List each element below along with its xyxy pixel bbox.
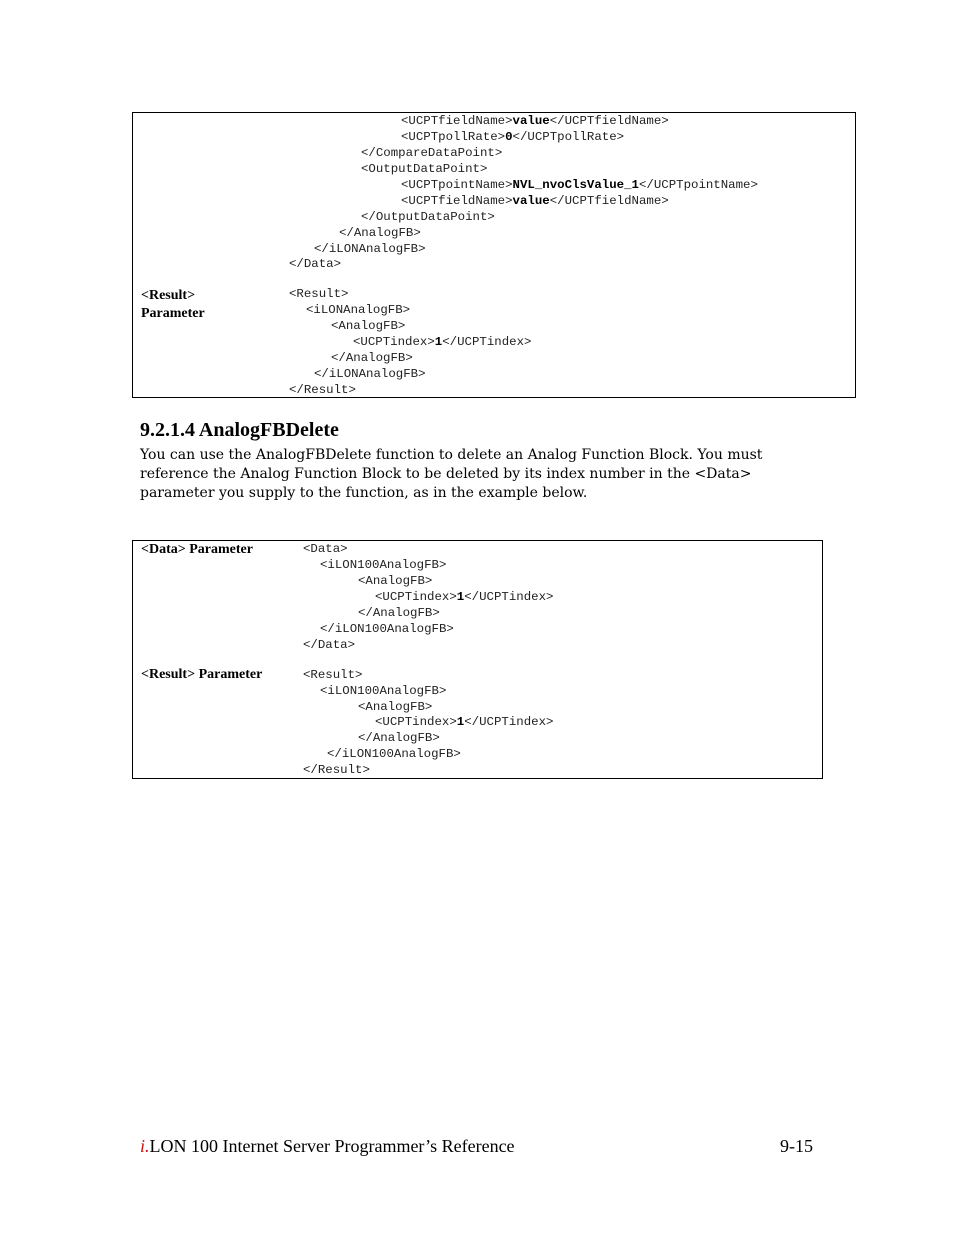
footer-document-title: i.LON 100 Internet Server Programmer’s Reference — [140, 1136, 515, 1156]
top-code-table: <UCPTfieldName>value</UCPTfieldName> <UCPTpollRate>0</UCPTpollRate> </CompareDataPoint> <OutputDataPoint> <UCPTpointName>NVL_nvoClsValue_1</UCPTpointName> <UCPTfieldName>value</UCPTfieldName> </OutputDataPoint> </AnalogFB> </iLONAnalogFB> </Data> <Result> Parameter <Result> <iLONAnalogFB> <AnalogFB> <UCPTindex>1</UCPTindex> </AnalogFB> </iLONAnalogFB> </Result> — [132, 112, 856, 398]
section-heading: 9.2.1.4 AnalogFBDelete — [140, 419, 339, 441]
brand-i-mark: i. — [140, 1136, 150, 1156]
result-parameter-label: <Result> Parameter — [141, 288, 205, 321]
section-intro-paragraph: You can use the AnalogFBDelete function to delete an Analog Function Block. You must reference the Analog Function Block to be deleted by its index number in the <Data> parameter you supply to the function, as in the example below. — [140, 447, 763, 501]
delete-code-table: <Data> Parameter <Data> <iLON100AnalogFB> <AnalogFB> <UCPTindex>1</UCPTindex> </AnalogFB> </iLON100AnalogFB> </Data> <Result> Parameter <Result> <iLON100AnalogFB> <AnalogFB> <UCPTindex>1</UCPTindex> </AnalogFB> </iLON100AnalogFB> </Result> — [132, 540, 823, 779]
result-parameter-label: <Result> Parameter — [141, 667, 263, 682]
page-number: 9-15 — [780, 1136, 813, 1156]
data-parameter-label: <Data> Parameter — [141, 542, 253, 557]
